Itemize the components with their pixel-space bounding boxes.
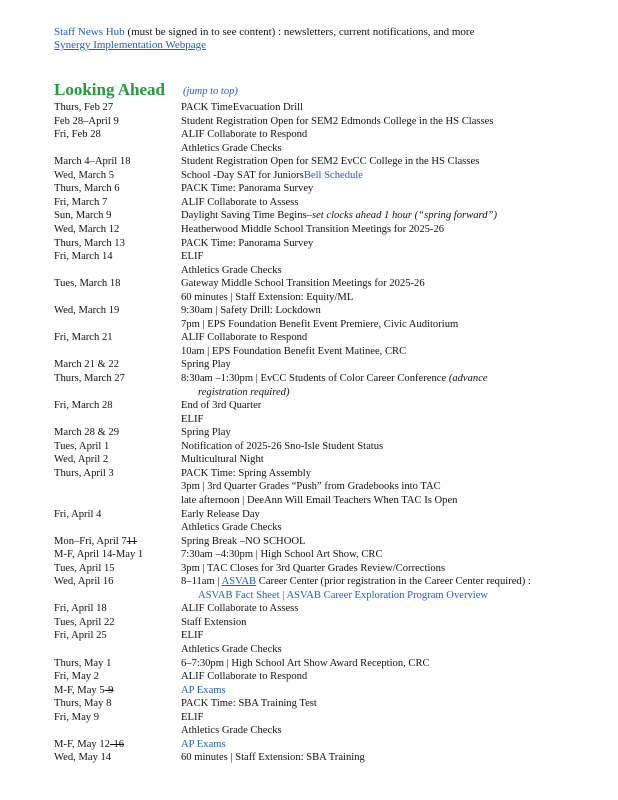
event-text: 8:30am –1:30pm | EvCC Students of Color Career Conference xyxy=(181,373,449,384)
event-description xyxy=(181,480,441,494)
event-description xyxy=(181,358,231,372)
jump-to-top-link[interactable]: (jump to top) xyxy=(183,86,238,97)
event-link[interactable]: ASVAB xyxy=(221,576,257,588)
event-text: Athletics Grade Checks xyxy=(181,725,282,737)
event-date xyxy=(54,169,114,183)
event-date-text: Tues, March 18 xyxy=(54,278,121,290)
event-description xyxy=(181,128,307,142)
event-note: set clocks ahead 1 hour (“spring forward”) xyxy=(311,210,497,222)
event-date-text: Fri, March 21 xyxy=(54,332,113,344)
event-text: ALIF Collaborate to Respond xyxy=(181,671,308,683)
event-description xyxy=(198,589,488,603)
event-date xyxy=(54,155,131,169)
event-text: Heatherwood Middle School Transition Meetings for 2025-26 xyxy=(181,223,445,235)
event-date xyxy=(54,358,119,372)
event-text: 6–7:30pm | High School Art Show Award Reception, CRC xyxy=(181,657,430,669)
event-date xyxy=(54,209,111,223)
event-date xyxy=(54,751,111,765)
event-description xyxy=(181,291,353,305)
event-description xyxy=(181,548,383,562)
event-date xyxy=(54,629,107,643)
event-text: 60 minutes | Staff Extension: SBA Training xyxy=(181,752,365,764)
event-text: Gateway Middle School Transition Meetings for 2025-26 xyxy=(181,278,425,290)
event-text: ELIF xyxy=(181,630,204,642)
event-date xyxy=(54,196,107,210)
event-description xyxy=(198,386,290,400)
event-text: 3pm | 3rd Quarter Grades “Push” from Gradebooks into TAC xyxy=(181,481,441,493)
event-text: Athletics Grade Checks xyxy=(181,264,282,276)
event-date xyxy=(54,115,119,129)
event-description xyxy=(181,724,282,738)
event-description xyxy=(181,196,298,210)
event-date xyxy=(54,548,143,562)
event-text: 7pm | EPS Foundation Benefit Event Premiere, Civic Auditorium xyxy=(181,318,459,330)
event-date xyxy=(54,331,113,345)
event-description xyxy=(181,738,226,752)
event-description xyxy=(181,304,321,318)
event-description xyxy=(181,372,488,386)
synergy-line xyxy=(54,39,206,51)
event-date-text: March 4–April 18 xyxy=(54,156,131,168)
event-date xyxy=(54,535,137,549)
event-date xyxy=(54,399,113,413)
staff-news-hub-link[interactable]: Staff News Hub xyxy=(54,26,125,38)
event-text: ALIF Collaborate to Assess xyxy=(181,196,299,208)
event-date-text: Tues, April 1 xyxy=(54,440,110,452)
event-text: End of 3rd Quarter xyxy=(181,400,262,412)
event-description xyxy=(181,413,203,427)
event-date xyxy=(54,562,115,576)
event-date-text: Thurs, Feb 27 xyxy=(54,102,114,113)
event-text: Daylight Saving Time Begins– xyxy=(181,210,312,222)
event-description xyxy=(181,751,365,765)
event-description xyxy=(181,643,282,657)
event-date-text: Thurs, March 27 xyxy=(54,373,125,384)
event-date xyxy=(54,670,99,684)
event-text: PACK Time: Panorama Survey xyxy=(181,237,314,249)
event-date-text: Fri, April 25 xyxy=(54,630,107,642)
staff-news-description: (must be signed in to see content) : newsletters, current notifications, and more xyxy=(124,26,475,38)
event-date xyxy=(54,372,125,386)
event-date-text: Thurs, March 6 xyxy=(54,183,120,195)
event-date-text: Fri, March 14 xyxy=(54,251,113,263)
event-text: ALIF Collaborate to Assess xyxy=(181,603,299,615)
event-link[interactable]: ASVAB Fact Sheet | ASVAB Career Exploration Program Overview xyxy=(198,589,489,601)
event-date-text: Tues, April 22 xyxy=(54,616,115,628)
event-text: 10am | EPS Foundation Benefit Event Matinee, CRC xyxy=(181,345,407,357)
event-date-text: M-F, April 14-May 1 xyxy=(54,549,144,561)
event-description xyxy=(181,182,313,196)
event-date xyxy=(54,738,124,752)
event-date xyxy=(54,128,101,142)
event-date-text: M-F, May 5 xyxy=(54,684,105,696)
event-description xyxy=(181,670,307,684)
event-text: Athletics Grade Checks xyxy=(181,142,282,154)
event-text: ELIF xyxy=(181,413,204,425)
event-description xyxy=(181,575,531,589)
event-date-text: Sun, March 9 xyxy=(54,210,112,222)
event-text: Spring Play xyxy=(181,359,231,371)
event-text: Multicultural Night xyxy=(181,454,264,466)
event-link[interactable]: AP Exams xyxy=(181,738,226,750)
event-date-text: Tues, April 15 xyxy=(54,562,115,574)
event-text: Early Release Day xyxy=(181,508,260,520)
event-date xyxy=(54,440,109,454)
event-link[interactable]: Bell Schedule xyxy=(303,169,363,181)
event-date xyxy=(54,684,113,698)
event-description xyxy=(181,264,282,278)
event-note: (advance xyxy=(448,373,488,384)
event-description xyxy=(181,657,430,671)
event-date-text: Fri, Feb 28 xyxy=(54,129,101,141)
event-text: ELIF xyxy=(181,251,204,263)
event-date-text: Thurs, March 13 xyxy=(54,237,125,249)
event-description xyxy=(181,399,261,413)
event-date xyxy=(54,575,113,589)
event-text: 3pm | TAC Closes for 3rd Quarter Grades Review/Corrections xyxy=(181,562,446,574)
event-date-text: M-F, May 12 xyxy=(54,738,110,750)
event-text: Notification of 2025-26 Sno-Isle Student Status xyxy=(181,440,384,452)
event-date-text: March 28 & 29 xyxy=(54,427,120,439)
event-date xyxy=(54,426,119,440)
event-text: ELIF xyxy=(181,711,204,723)
event-description xyxy=(181,250,203,264)
event-date xyxy=(54,657,111,671)
event-date-text: Thurs, May 1 xyxy=(54,657,112,669)
event-text: Student Registration Open for SEM2 EvCC College in the HS Classes xyxy=(181,156,480,168)
event-date-text: Fri, May 2 xyxy=(54,671,100,683)
event-description xyxy=(181,426,231,440)
event-description xyxy=(181,467,311,481)
event-date-text: Fri, March 7 xyxy=(54,196,108,208)
event-date xyxy=(54,508,101,522)
event-date xyxy=(54,223,119,237)
event-date xyxy=(54,182,120,196)
event-date xyxy=(54,697,111,711)
event-date xyxy=(54,467,114,481)
event-date xyxy=(54,304,119,318)
event-text: School -Day SAT for Juniors xyxy=(181,169,304,181)
event-text: PACK Time: SBA Training Test xyxy=(181,698,317,710)
event-description xyxy=(181,237,313,251)
event-date-text: Thurs, May 8 xyxy=(54,698,112,710)
event-text: Staff Extension xyxy=(181,616,247,628)
event-date-text: Fri, May 9 xyxy=(54,711,100,723)
event-date xyxy=(54,101,113,115)
event-description xyxy=(181,223,444,237)
event-description xyxy=(181,535,305,549)
event-date-text: Fri, April 4 xyxy=(54,508,102,520)
event-description xyxy=(181,508,260,522)
event-date-text: Fri, March 28 xyxy=(54,400,113,412)
event-link[interactable]: AP Exams xyxy=(181,684,226,696)
event-text: Spring Play xyxy=(181,427,231,439)
event-date xyxy=(54,602,107,616)
event-text: PACK TimeEvacuation Drill xyxy=(181,102,304,113)
event-date-text: March 21 & 22 xyxy=(54,359,120,371)
event-text: ALIF Collaborate to Respond xyxy=(181,129,308,141)
event-date xyxy=(54,250,113,264)
event-text: 8–11am | xyxy=(181,576,222,588)
event-date xyxy=(54,711,99,725)
event-text: 7:30am –4:30pm | High School Art Show, CRC xyxy=(181,549,383,561)
event-description xyxy=(181,318,458,332)
event-description xyxy=(181,115,494,129)
event-description xyxy=(181,277,425,291)
event-description xyxy=(181,155,479,169)
event-description xyxy=(181,331,307,345)
event-text: PACK Time: Panorama Survey xyxy=(181,183,314,195)
event-description xyxy=(181,494,457,508)
event-text: Athletics Grade Checks xyxy=(181,644,282,655)
staff-news-line xyxy=(54,26,474,38)
event-date xyxy=(54,453,108,467)
event-text: Athletics Grade Checks xyxy=(181,522,282,534)
event-date-text: Feb 28–April 9 xyxy=(54,115,119,127)
event-description xyxy=(181,209,497,223)
event-date xyxy=(54,237,125,251)
event-date-text: Wed, March 12 xyxy=(54,223,120,235)
synergy-webpage-link[interactable]: Synergy Implementation Webpage xyxy=(54,39,207,51)
event-date-struck: -16 xyxy=(109,738,125,750)
event-description xyxy=(181,142,282,156)
event-date-text: Mon–Fri, April 7 xyxy=(54,535,127,547)
event-date-text: Wed, April 2 xyxy=(54,454,109,466)
section-title: Looking Ahead xyxy=(54,80,166,99)
event-text-after: Career Center (prior registration in the Career Center required) : xyxy=(256,576,531,588)
event-text: late afternoon | DeeAnn Will Email Teachers When TAC Is Open xyxy=(181,494,458,506)
event-text: ALIF Collaborate to Respond xyxy=(181,332,308,344)
event-description xyxy=(181,711,203,725)
event-text: Spring Break –NO SCHOOL xyxy=(181,535,306,547)
event-date-text: Fri, April 18 xyxy=(54,603,107,615)
event-description xyxy=(181,629,203,643)
event-text: 9:30am | Safety Drill: Lockdown xyxy=(181,305,321,317)
event-date-struck: -9 xyxy=(104,684,114,696)
event-date-text: Wed, March 19 xyxy=(54,305,120,317)
event-date-text: Thurs, April 3 xyxy=(54,467,114,479)
event-description xyxy=(181,101,303,115)
event-date xyxy=(54,616,115,630)
event-date-text: Wed, April 16 xyxy=(54,576,114,588)
event-description xyxy=(181,521,282,535)
event-description xyxy=(181,616,246,630)
event-date-text: Wed, May 14 xyxy=(54,752,112,764)
event-description xyxy=(181,345,406,359)
event-description xyxy=(181,562,445,576)
event-date-struck: 11 xyxy=(126,535,137,547)
event-text: 60 minutes | Staff Extension: Equity/ML xyxy=(181,291,354,303)
event-text: Student Registration Open for SEM2 Edmonds College in the HS Classes xyxy=(181,115,494,127)
event-description xyxy=(181,697,317,711)
event-description xyxy=(181,169,363,183)
event-note: registration required) xyxy=(198,386,290,398)
event-description xyxy=(181,440,383,454)
event-text: PACK Time: Spring Assembly xyxy=(181,467,312,479)
event-date xyxy=(54,277,120,291)
event-description xyxy=(181,453,264,467)
event-description xyxy=(181,602,298,616)
event-description xyxy=(181,684,226,698)
event-date-text: Wed, March 5 xyxy=(54,169,115,181)
